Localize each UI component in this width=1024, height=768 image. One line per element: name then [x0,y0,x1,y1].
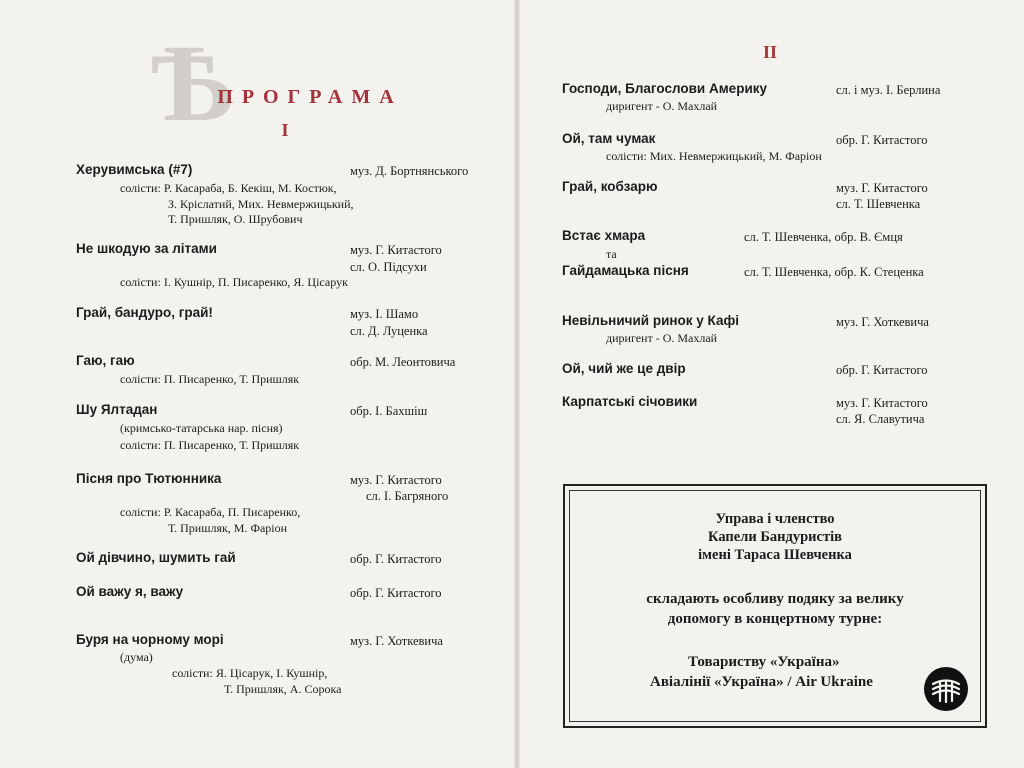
song-credit: муз. Д. Бортнянського [350,164,469,178]
song-credit: муз. Г. Китастого [350,243,442,257]
song-credit: муз. І. Шамо [350,307,419,321]
acknowledgement-line: Капели Бандуристів [708,529,842,545]
part-one-label: І [281,120,289,140]
song-title: Гайдамацька пісня [562,263,689,278]
song-title: Ой, там чумак [562,131,656,146]
song-credit: обр. Г. Китастого [836,363,928,377]
sponsor-line: Авіалінії «Україна» / Air Ukraine [650,674,873,690]
air-ukraine-logo-icon [924,667,968,711]
acknowledgement-message: складають особливу подяку за велику [646,591,904,607]
conductor-line: диригент - О. Махлай [606,331,718,345]
part-two-label: ІІ [762,42,777,62]
sponsor-line: Товариству «Україна» [688,654,840,670]
song-note: (дума) [120,650,153,664]
song-credit: муз. Г. Китастого [836,181,928,195]
song-title: Ой дівчино, шумить гай [76,550,236,565]
acknowledgement-line: Управа і членство [715,511,835,527]
song-title: Гаю, гаю [76,353,135,368]
song-credit-lyrics: сл. О. Підсухи [350,260,427,274]
song-title: Встає хмара [562,228,646,243]
song-credit: муз. Г. Хоткевича [350,634,443,648]
acknowledgement-box [563,484,987,728]
song-credit: сл. Т. Шевченка, обр. К. Стеценка [744,265,924,279]
song-credit: обр. Г. Китастого [836,133,928,147]
soloists-line: солісти: П. Писаренко, Т. Пришляк [120,372,300,386]
song-title: Ой, чий же це двір [562,361,686,376]
song-title: Буря на чорному морі [76,632,224,647]
song-credit-lyrics: сл. Т. Шевченка [836,197,921,211]
soloists-line: солісти: Р. Касараба, П. Писаренко, [120,505,301,519]
song-credit: обр. М. Леонтовича [350,355,456,369]
song-title: Господи, Благослови Америку [562,81,768,96]
song-credit: обр. І. Бахшіш [350,404,428,418]
soloists-line: солісти: Р. Касараба, Б. Кекіш, М. Костюк, [120,181,337,195]
song-title: Карпатські січовики [562,394,698,409]
soloists-line: солісти: Я. Цісарук, І. Кушнір, [172,666,328,680]
soloists-line: солісти: Мих. Невмержицький, М. Фаріон [606,149,822,163]
song-credit: муз. Г. Хоткевича [836,315,929,329]
song-credit: обр. Г. Китастого [350,552,442,566]
song-credit-lyrics: сл. І. Багряного [366,489,449,503]
song-note: (кримсько-татарська нар. пісня) [120,421,283,435]
song-credit-lyrics: сл. Д. Луценка [350,324,428,338]
song-credit: сл. Т. Шевченка, обр. В. Ємця [744,230,903,244]
song-credit: муз. Г. Китастого [350,473,442,487]
song-credit: обр. Г. Китастого [350,586,442,600]
soloists-line: Т. Пришляк, О. Шрубович [168,212,303,226]
song-title: Ой важу я, важу [76,584,184,599]
song-title: Шу Ялтадан [76,402,158,417]
song-title: Не шкодую за літами [76,241,217,256]
song-joiner: та [606,247,617,261]
song-title: Грай, кобзарю [562,179,658,194]
soloists-line: солісти: П. Писаренко, Т. Пришляк [120,438,300,452]
song-credit: сл. і муз. І. Берлина [836,83,941,97]
soloists-line: Т. Пришляк, А. Сорока [224,682,342,696]
song-credit: муз. Г. Китастого [836,396,928,410]
song-title: Невільничий ринок у Кафі [562,313,740,328]
soloists-line: солісти: І. Кушнір, П. Писаренко, Я. Цісарук [120,275,348,289]
song-title: Грай, бандуро, грай! [76,305,213,320]
bleed-through-emblem: Ѣ [150,22,235,144]
soloists-line: З. Кріслатий, Мих. Невмержицький, [168,197,354,211]
acknowledgement-message: допомогу в концертному турне: [667,611,883,627]
program-title: ПРОГРАМА [217,86,403,108]
song-title: Пісня про Тютюнника [76,471,222,486]
soloists-line: Т. Пришляк, М. Фаріон [168,521,288,535]
conductor-line: диригент - О. Махлай [606,99,718,113]
acknowledgement-line: імені Тараса Шевченка [698,547,852,563]
song-credit-lyrics: сл. Я. Славутича [836,412,925,426]
song-title: Херувимська (#7) [76,162,193,177]
